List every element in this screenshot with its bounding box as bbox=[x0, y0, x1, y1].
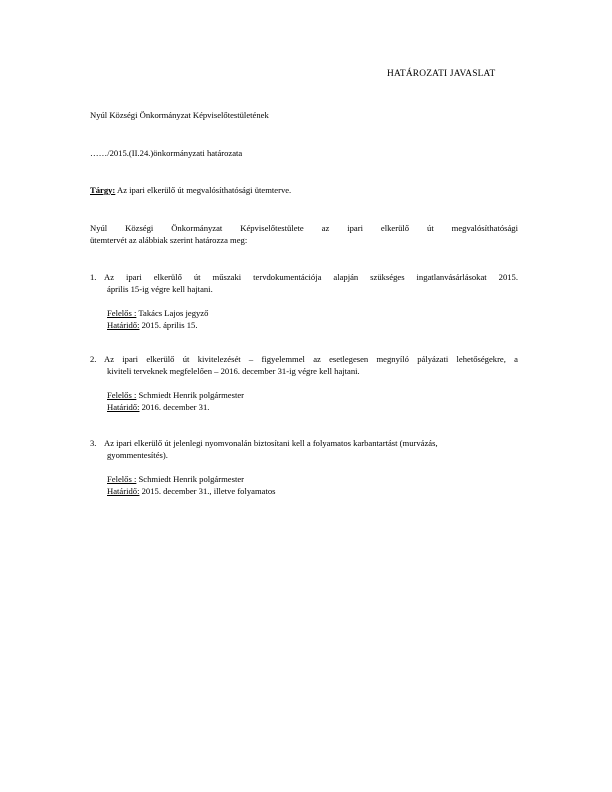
intro-line-1: Nyúl Községi Önkormányzat Képviselőtestülete az ipari elkerülő út megvalósíthatósági bbox=[90, 223, 518, 233]
item-1-line-2: április 15-ig végre kell hajtani. bbox=[107, 284, 213, 294]
item-3-responsible bbox=[107, 474, 244, 485]
item-1-responsible bbox=[107, 308, 208, 319]
deadline-label: Határidő: bbox=[107, 486, 140, 496]
subject-line bbox=[90, 185, 291, 196]
item-3-line-1: Az ipari elkerülő út jelenlegi nyomvonalán biztosítani kell a folyamatos karbantartást (murvázás, bbox=[104, 438, 438, 448]
subject-label: Tárgy: bbox=[90, 185, 116, 195]
item-2-responsible bbox=[107, 390, 244, 401]
item-1-deadline bbox=[107, 320, 197, 331]
deadline-value: 2015. április 15. bbox=[141, 320, 198, 330]
item-3-line-2: gyommentesítés). bbox=[107, 450, 168, 460]
item-2-line-1: Az ipari elkerülő út kivitelezését – figyelemmel az esetlegesen megnyíló pályázati lehetőségekre, a bbox=[104, 354, 518, 364]
item-number: 1. bbox=[90, 272, 97, 282]
deadline-value: 2016. december 31. bbox=[141, 402, 210, 412]
body-heading: Nyúl Községi Önkormányzat Képviselőtestületének bbox=[90, 110, 269, 120]
deadline-label: Határidő: bbox=[107, 402, 140, 412]
deadline-label: Határidő: bbox=[107, 320, 140, 330]
item-number: 3. bbox=[90, 438, 97, 448]
item-1-line-1: Az ipari elkerülő út műszaki tervdokumentációja alapján szükséges ingatlanvásárlásokat 2015. bbox=[104, 272, 518, 282]
deadline-value: 2015. december 31., illetve folyamatos bbox=[141, 486, 276, 496]
item-3-deadline bbox=[107, 486, 276, 497]
responsible-label: Felelős : bbox=[107, 308, 137, 318]
responsible-label: Felelős : bbox=[107, 390, 137, 400]
document-title: HATÁROZATI JAVASLAT bbox=[387, 69, 496, 79]
item-number: 2. bbox=[90, 354, 97, 364]
intro-line-2: ütemtervét az alábbiak szerint határozza meg: bbox=[90, 235, 248, 245]
item-2-deadline bbox=[107, 402, 209, 413]
responsible-value: Takács Lajos jegyző bbox=[138, 308, 209, 318]
item-2-line-2: kiviteli terveknek megfelelően – 2016. december 31-ig végre kell hajtani. bbox=[107, 366, 360, 376]
responsible-value: Schmiedt Henrik polgármester bbox=[138, 474, 245, 484]
responsible-label: Felelős : bbox=[107, 474, 137, 484]
responsible-value: Schmiedt Henrik polgármester bbox=[138, 390, 245, 400]
resolution-number: ……/2015.(II.24.)önkormányzati határozata bbox=[90, 148, 243, 158]
subject-text: Az ipari elkerülő út megvalósíthatósági ütemterve. bbox=[117, 185, 292, 195]
